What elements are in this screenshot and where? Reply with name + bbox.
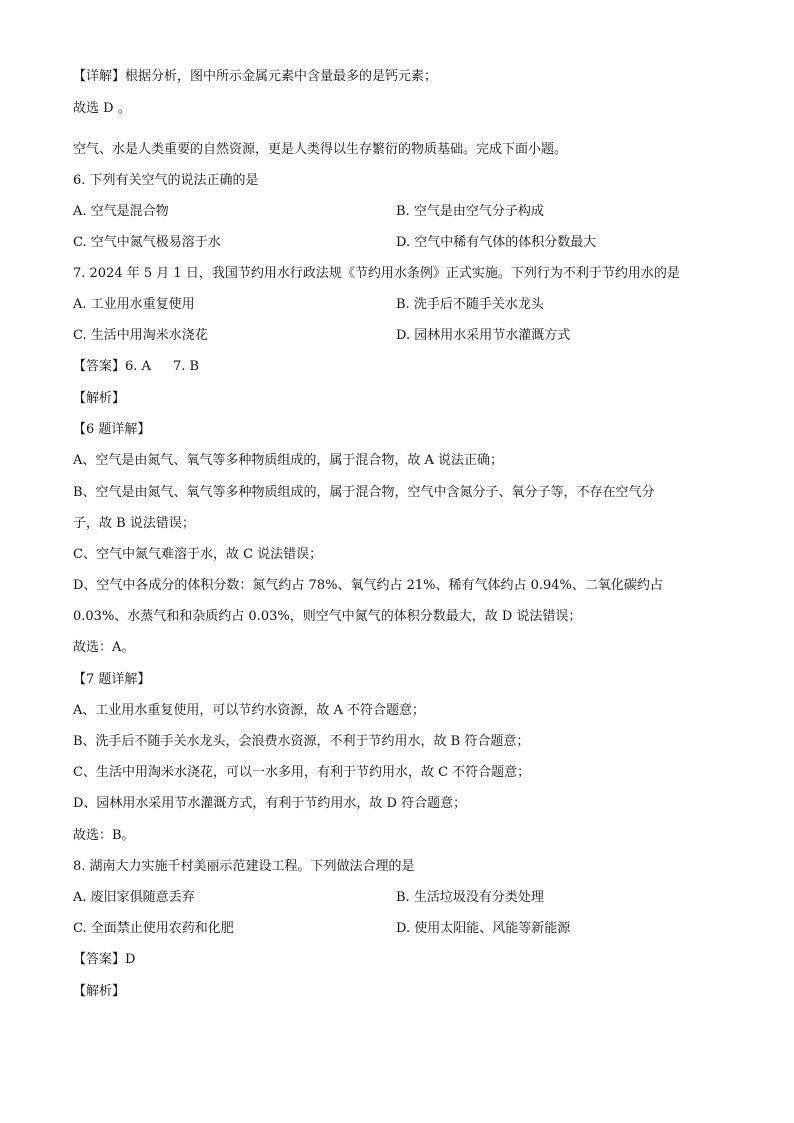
detail-7-heading: 【7 题详解】 <box>73 672 151 687</box>
question-8-option-b: B. 生活垃圾没有分类处理 <box>396 890 544 905</box>
detail-7-line: D、园林用水采用节水灌溉方式，有利于节约用水，故 D 符合题意； <box>73 796 467 811</box>
question-7-option-b: B. 洗手后不随手关水龙头 <box>396 297 544 312</box>
detail-6-line: B、空气是由氮气、氧气等多种物质组成的，属于混合物，空气中含氮分子、氧分子等，不存在空气分 <box>73 485 655 500</box>
answer-6: 6. A <box>125 359 151 374</box>
detail-7-choice: 故选：B。 <box>73 828 135 843</box>
question-7-option-d: D. 园林用水采用节水灌溉方式 <box>396 328 571 343</box>
detail-6-line: C、空气中氮气难溶于水，故 C 说法错误； <box>73 547 323 562</box>
detail-6-heading: 【6 题详解】 <box>73 422 151 437</box>
question-8-option-a: A. 废旧家俱随意丢弃 <box>73 890 195 905</box>
detail-7-line: C、生活中用淘米水浇花，可以一水多用，有利于节约用水，故 C 不符合题意； <box>73 765 531 780</box>
choice-line: 故选 D 。 <box>73 101 131 116</box>
detail-6-line: 0.03%、水蒸气和和杂质约占 0.03%，则空气中氮气的体积分数最大，故 D 说法错误； <box>73 609 582 624</box>
analysis-heading: 【解析】 <box>73 984 126 999</box>
detail-7-line: A、工业用水重复使用，可以节约水资源，故 A 不符合题意； <box>73 703 426 718</box>
question-7-option-c: C. 生活中用淘米水浇花 <box>73 328 208 343</box>
question-7-stem: 7. 2024 年 5 月 1 日，我国节约用水行政法规《节约用水条例》正式实施。下列行为不利于节约用水的是 <box>73 266 680 281</box>
question-6-option-d: D. 空气中稀有气体的体积分数最大 <box>396 235 597 250</box>
question-6-option-a: A. 空气是混合物 <box>73 204 169 219</box>
detail-6-choice: 故选：A。 <box>73 640 135 655</box>
answer-label: 【答案】 <box>73 359 126 374</box>
question-8-option-d: D. 使用太阳能、风能等新能源 <box>396 921 571 936</box>
question-6-option-b: B. 空气是由空气分子构成 <box>396 204 544 219</box>
question-8-option-c: C. 全面禁止使用农药和化肥 <box>73 921 234 936</box>
detail-7-line: B、洗手后不随手关水龙头，会浪费水资源，不利于节约用水，故 B 符合题意； <box>73 734 530 749</box>
answer-6-7 <box>73 358 199 376</box>
detail-6-line: D、空气中各成分的体积分数：氮气约占 78%、氧气约占 21%、稀有气体约占 0.94%、二氧化碳约占 <box>73 578 663 593</box>
answer-7: 7. B <box>172 359 200 374</box>
question-6-stem: 6. 下列有关空气的说法正确的是 <box>73 173 259 188</box>
answer-8: 【答案】D <box>73 952 136 967</box>
question-6-option-c: C. 空气中氮气极易溶于水 <box>73 235 221 250</box>
detail-6-line: A、空气是由氮气、氧气等多种物质组成的，属于混合物，故 A 说法正确； <box>73 453 504 468</box>
question-7-option-a: A. 工业用水重复使用 <box>73 297 195 312</box>
detail-line: 【详解】根据分析，图中所示金属元素中含量最多的是钙元素； <box>73 69 438 84</box>
detail-6-line: 子，故 B 说法错误； <box>73 516 195 531</box>
question-8-stem: 8. 湖南大力实施千村美丽示范建设工程。下列做法合理的是 <box>73 859 415 874</box>
intro-line: 空气、水是人类重要的自然资源，更是人类得以生存繁衍的物质基础。完成下面小题。 <box>73 142 568 157</box>
analysis-heading: 【解析】 <box>73 391 126 406</box>
